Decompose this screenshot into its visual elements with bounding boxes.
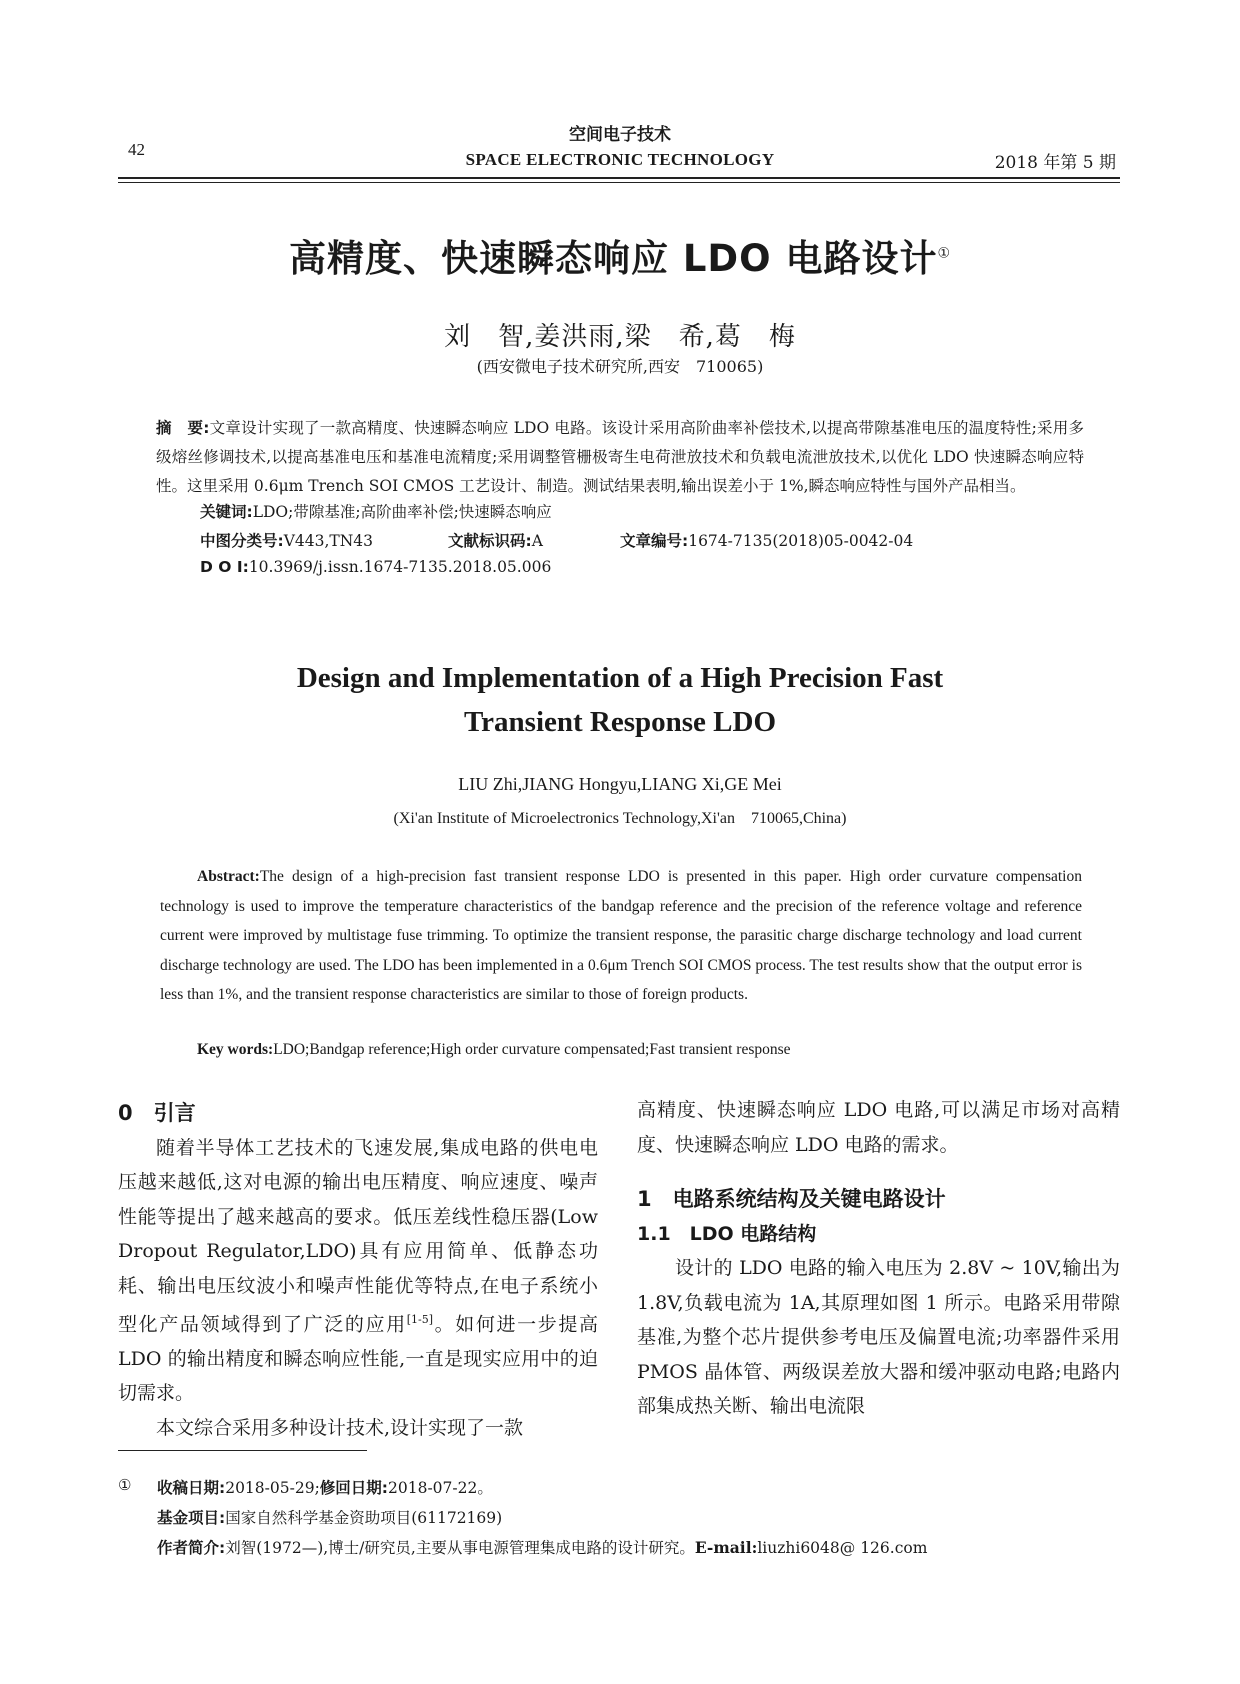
right-continuation-paragraph: 高精度、快速瞬态响应 LDO 电路,可以满足市场对高精度、快速瞬态响应 LDO 电路的需求。 (637, 1099, 1120, 1156)
issue-label: 2018 年第 5 期 (994, 153, 1116, 173)
affiliation-en: (Xi'an Institute of Microelectronics Technology,Xi'an 710065,China) (393, 810, 847, 827)
doi-line (200, 558, 551, 576)
email-address: liuzhi6048@ 126.com (757, 1539, 928, 1557)
paper-title-en (0, 656, 1240, 744)
doc-code-line (448, 529, 543, 551)
section-1-1-heading: 1.1 LDO 电路结构 (637, 1222, 817, 1245)
abstract-label-cn: 摘 要: (156, 419, 210, 437)
revised-label: 修回日期: (319, 1479, 388, 1497)
journal-name-cn: 空间电子技术 (569, 125, 671, 145)
author-bio-label: 作者简介: (157, 1539, 226, 1557)
affiliation-cn: (西安微电子技术研究所,西安 710065) (476, 357, 764, 376)
section-0-paragraph-1 (118, 1131, 598, 1411)
journal-name-en: SPACE ELECTRONIC TECHNOLOGY (465, 150, 775, 169)
footnote-rule (118, 1450, 367, 1451)
doc-code-label: 文献标识码: (448, 532, 532, 550)
title-footnote-mark: ① (937, 245, 952, 262)
revised-date: 2018-07-22。 (388, 1479, 493, 1497)
article-no-value: 1674-7135(2018)05-0042-04 (688, 532, 914, 550)
keywords-text-en: LDO;Bandgap reference;High order curvature compensated;Fast transient response (273, 1041, 791, 1058)
title-en-line-2: Transient Response LDO (463, 706, 777, 738)
title-en-line-1: Design and Implementation of a High Precision Fast (296, 662, 944, 694)
citation: [1-5] (406, 1313, 433, 1326)
paper-title-cn (0, 228, 1240, 282)
section-0-p1-text: 随着半导体工艺技术的飞速发展,集成电路的供电电压越来越低,这对电源的输出电压精度、响应速度、噪声性能等提出了越来越高的要求。低压差线性稳压器(Low Dropout Regulator,LDO)具有应用简单、低静态功耗、输出电压纹波小和噪声性能优等特点,在电子系统小型化产品领域得到了广泛的应用 (118, 1136, 598, 1336)
authors-cn: 刘 智,姜洪雨,梁 希,葛 梅 (444, 322, 796, 352)
email-label: E-mail: (694, 1538, 758, 1557)
abstract-text-en: The design of a high-precision fast transient response LDO is presented in this paper. High order curvature compensation technology is used to improve the temperature characteristics of the bandgap reference and the precision of the reference voltage and reference current were improved by multistage fuse trimming. To optimize the transient response, the parasitic charge discharge technology and load current discharge technology are used. The LDO has been implemented in a 0.6μm Trench SOI CMOS process. The test results show that the output error is less than 1%, and the transient response characteristics are similar to those of foreign products. (160, 868, 1082, 1003)
body-right-column (637, 1093, 1120, 1424)
keywords-cn (200, 500, 552, 522)
section-1-1-paragraph: 设计的 LDO 电路的输入电压为 2.8V ~ 10V,输出为 1.8V,负载电流为 1A,其原理如图 1 所示。电路采用带隙基准,为整个芯片提供参考电压及偏置电流;功率器件采用 PMOS 晶体管、两级误差放大器和缓冲驱动电路;电路内部集成热关断、输出电流限 (637, 1257, 1120, 1417)
classification-value: V443,TN43 (283, 532, 374, 550)
fund-label: 基金项目: (157, 1509, 226, 1527)
header-rule-thin (118, 182, 1120, 183)
page-number: 42 (128, 140, 145, 159)
footnote-author (157, 1536, 927, 1558)
section-0-heading: 0 引言 (118, 1101, 196, 1125)
footnote-dates (157, 1476, 493, 1498)
section-1-heading: 1 电路系统结构及关键电路设计 (637, 1187, 946, 1211)
doi-value: 10.3969/j.issn.1674-7135.2018.05.006 (248, 558, 552, 576)
author-bio-text: 刘智(1972—),博士/研究员,主要从事电源管理集成电路的设计研究。 (225, 1539, 695, 1557)
received-label: 收稿日期: (157, 1479, 226, 1497)
title-text-cn: 高精度、快速瞬态响应 LDO 电路设计 (288, 237, 938, 280)
classification-label: 中图分类号: (200, 532, 284, 550)
keywords-text-cn: LDO;带隙基准;高阶曲率补偿;快速瞬态响应 (252, 503, 552, 521)
body-left-column (118, 1096, 598, 1445)
abstract-en (160, 862, 1082, 1010)
keywords-label-en: Key words: (197, 1041, 274, 1058)
keywords-label-cn: 关键词: (200, 503, 253, 521)
doi-label: D O I: (200, 558, 249, 576)
abstract-text-cn: 文章设计实现了一款高精度、快速瞬态响应 LDO 电路。该设计采用高阶曲率补偿技术,以提高带隙基准电压的温度特性;采用多级熔丝修调技术,以提高基准电压和基准电流精度;采用调整管栅极寄生电荷泄放技术和负载电流泄放技术,以优化 LDO 快速瞬态响应特性。这里采用 0.6μm Trench SOI CMOS 工艺设计、制造。测试结果表明,输出误差小于 1%,瞬态响应特性与国外产品相当。 (156, 419, 1084, 495)
received-date: 2018-05-29; (225, 1479, 320, 1497)
doc-code-value: A (531, 532, 543, 550)
article-no-line (620, 529, 913, 551)
classification-line (200, 529, 373, 551)
article-no-label: 文章编号: (620, 532, 689, 550)
section-0-paragraph-2: 本文综合采用多种设计技术,设计实现了一款 (156, 1416, 524, 1439)
section-0-p1-text-end: 。如何进一步提高 LDO 的输出精度和瞬态响应性能,一直是现实应用中的迫切需求。 (118, 1313, 598, 1405)
abstract-cn (156, 414, 1084, 501)
footnote-fund (157, 1506, 502, 1528)
abstract-label-en: Abstract: (197, 868, 260, 885)
authors-en: LIU Zhi,JIANG Hongyu,LIANG Xi,GE Mei (458, 774, 782, 794)
fund-text: 国家自然科学基金资助项目(61172169) (225, 1509, 503, 1527)
footnote-mark: ① (118, 1476, 132, 1494)
keywords-en (197, 1041, 791, 1059)
header-rule-thick (118, 177, 1120, 179)
